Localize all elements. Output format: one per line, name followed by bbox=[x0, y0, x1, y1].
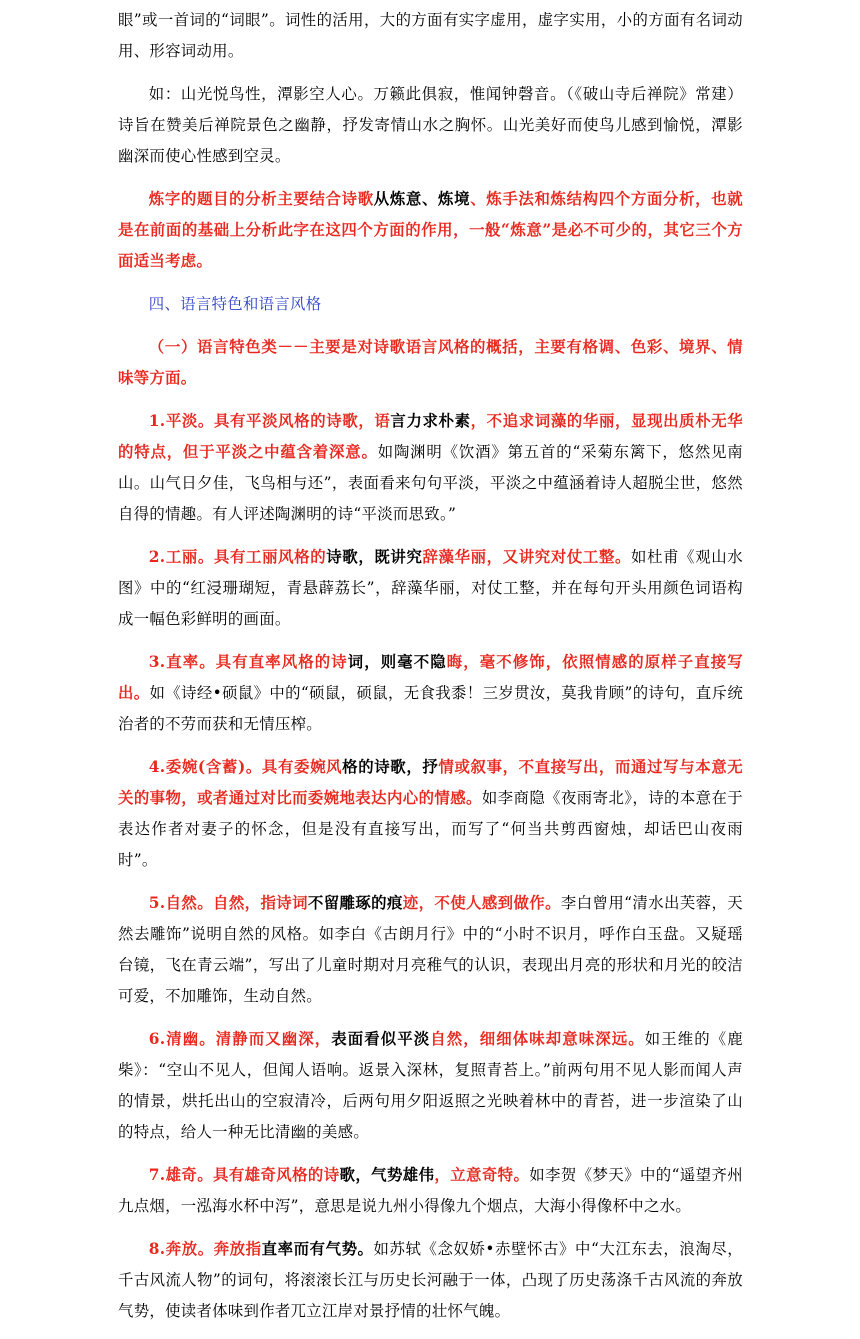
item-example: 如王维的《鹿柴》：“空山不见人，但闻人语响。返景入深林，复照青苔上。”前两句用不见人影而闻人声的情景，烘托出山的空寂清冷，后两句用夕阳返照之光映着林中的青苔，进一步渲染了山的特点，给人一种无比清幽的美感。 bbox=[118, 1030, 743, 1141]
subsection-heading bbox=[118, 332, 743, 394]
highlight-black: 从炼意、炼境 bbox=[373, 190, 471, 208]
item-definition: ，立意奇特。 bbox=[434, 1166, 530, 1184]
item-term-black: 格的诗歌，抒 bbox=[342, 758, 439, 776]
paragraph-text: 眼”或一首词的“词眼”。词性的活用，大的方面有实字虚用，虚字实用，小的方面有名词动用、形容词动用。 bbox=[118, 11, 743, 60]
paragraph-word-eye bbox=[118, 5, 743, 67]
item-term-black: 言力求朴素 bbox=[390, 412, 471, 430]
item-term: 4.委婉(含蓄)。具有委婉风 bbox=[148, 758, 343, 776]
item-term: 6.清幽。清静而又幽深， bbox=[148, 1030, 332, 1048]
subsection-heading-text: （一）语言特色类－－主要是对诗歌语言风格的概括，主要有格调、色彩、境界、情味等方面。 bbox=[118, 338, 743, 387]
list-item bbox=[118, 1024, 743, 1148]
item-term: 5.自然。自然，指诗词 bbox=[148, 894, 308, 912]
list-item bbox=[118, 406, 743, 530]
item-example: 如苏轼《念奴娇•赤壁怀古》中“大江东去，浪淘尽，千古风流人物”的词句，将滚滚长江与历史长河融于一体，凸现了历史荡涤千古风流的奔放气势，使读者体味到作者兀立江岸对景抒情的壮怀气魄。 bbox=[118, 1240, 743, 1320]
paragraph-text: 如：山光悦鸟性，潭影空人心。万籁此俱寂，惟闻钟磬音。（《破山寺后禅院》常建）诗旨在赞美后禅院景色之幽静，抒发寄情山水之胸怀。山光美好而使鸟儿感到愉悦，潭影幽深而使心性感到空灵。 bbox=[118, 85, 743, 165]
highlight-red: 、炼手法和炼结构四个方面分析，也就是在前面的基础上分析此字在这四个方面的作用，一般“炼意”是必不可少的，其它三个方面适当考虑。 bbox=[118, 190, 743, 270]
highlight-red: 炼字的题目的分析主要结合诗歌 bbox=[148, 190, 374, 208]
list-item bbox=[118, 1160, 743, 1222]
item-example: 如陶渊明《饮酒》第五首的“采菊东篱下，悠然见南山。山气日夕佳，飞鸟相与还”，表面看来句句平淡，平淡之中蕴涵着诗人超脱尘世，悠然自得的情趣。有人评述陶渊明的诗“平淡而思致。” bbox=[118, 443, 743, 523]
item-term: 1.平淡。具有平淡风格的诗歌，语 bbox=[148, 412, 391, 430]
section-heading-text: 四、语言特色和语言风格 bbox=[148, 295, 322, 313]
item-example: 如李商隐《夜雨寄北》，诗的本意在于表达作者对妻子的怀念，但是没有直接写出，而写了“何当共剪西窗烛，却话巴山夜雨时”。 bbox=[118, 789, 743, 869]
item-example: 如杜甫《观山水图》中的“红浸珊瑚短，青悬薜荔长”，辞藻华丽，对仗工整，并在每句开头用颜色词语构成一幅色彩鲜明的画面。 bbox=[118, 548, 743, 628]
paragraph-analysis-note bbox=[118, 184, 743, 277]
item-term: 3.直率。具有直率风格的诗 bbox=[148, 653, 348, 671]
list-item bbox=[118, 752, 743, 876]
list-item bbox=[118, 542, 743, 635]
item-definition: 自然，细细体味却意味深远。 bbox=[430, 1030, 645, 1048]
section-heading bbox=[118, 289, 743, 320]
item-definition: 迹，不使人感到做作。 bbox=[402, 894, 561, 912]
item-term-black: 表面看似平淡 bbox=[331, 1030, 431, 1048]
item-definition: 情或叙事，不直接写出，而通过写与本意无关的事物，或者通过对比而委婉地表达内心的情感。 bbox=[118, 758, 743, 807]
item-example: 如《诗经•硕鼠》中的“硕鼠，硕鼠，无食我黍！三岁贯汝，莫我肯顾”的诗句，直斥统治者的不劳而获和无情压榨。 bbox=[118, 684, 744, 733]
item-definition: 晦，毫不修饰，依照情感的原样子直接写出。 bbox=[118, 653, 743, 702]
item-term-black: 直率而有气势。 bbox=[261, 1240, 374, 1258]
document-page bbox=[118, 0, 743, 1339]
paragraph-example bbox=[118, 79, 743, 172]
item-definition: 辞藻华丽，又讲究对仗工整。 bbox=[422, 548, 632, 566]
list-item bbox=[118, 647, 743, 740]
list-item bbox=[118, 888, 743, 1012]
item-example: 李白曾用“清水出芙蓉，天然去雕饰”说明自然的风格。如李白《古朗月行》中的“小时不识月，呼作白玉盘。又疑瑶台镜，飞在青云端”，写出了儿童时期对月亮稚气的认识，表现出月亮的形状和月光的皎洁可爱，不加雕饰，生动自然。 bbox=[118, 894, 743, 1005]
item-term-black: 歌，气势雄伟 bbox=[339, 1166, 435, 1184]
item-term-black: 诗歌，既讲究 bbox=[326, 548, 423, 566]
item-term-black: 不留雕琢的痕 bbox=[307, 894, 403, 912]
item-term: 8.奔放。奔放指 bbox=[148, 1240, 262, 1258]
item-term: 2.工丽。具有工丽风格的 bbox=[148, 548, 327, 566]
list-item bbox=[118, 1234, 743, 1327]
item-term-black: 词，则毫不隐 bbox=[347, 653, 447, 671]
item-definition: ，不追求词藻的华丽，显现出质朴无华的特点，但于平淡之中蕴含着深意。 bbox=[118, 412, 743, 461]
item-term: 7.雄奇。具有雄奇风格的诗 bbox=[148, 1166, 340, 1184]
item-example: 如李贺《梦天》中的“遥望齐州九点烟，一泓海水杯中泻”，意思是说九州小得像九个烟点，大海小得像杯中之水。 bbox=[118, 1166, 743, 1215]
